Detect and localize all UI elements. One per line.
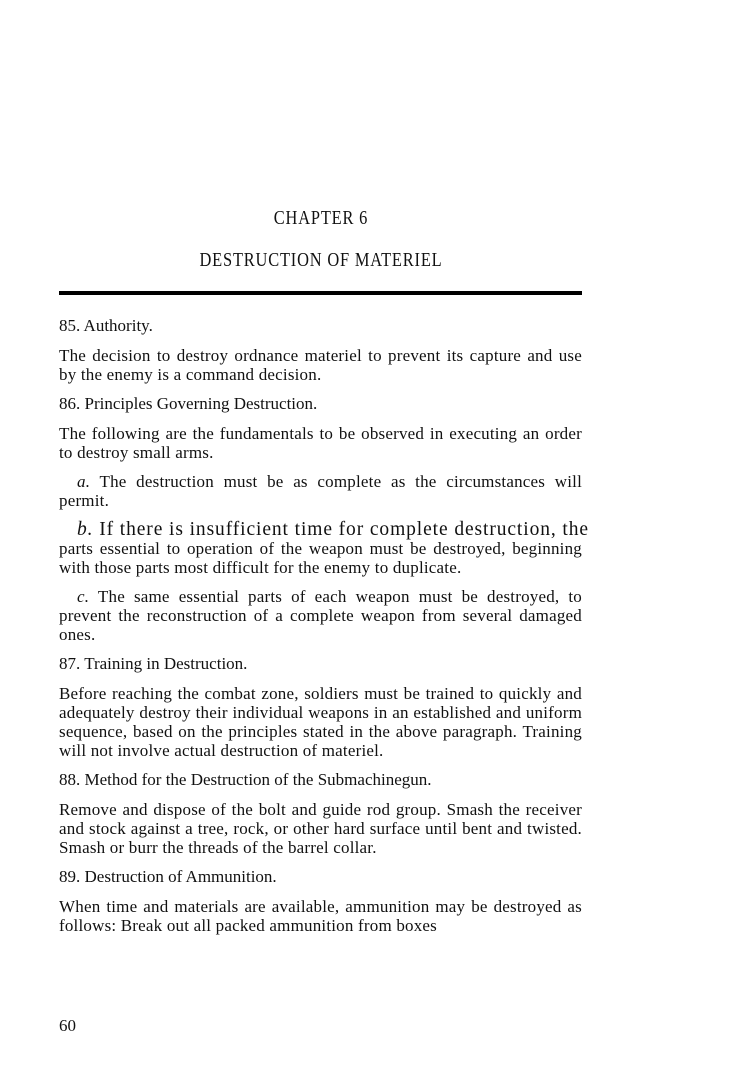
- item-c-letter: c.: [77, 587, 90, 606]
- section-89-heading: 89. Destruction of Ammunition.: [59, 867, 277, 886]
- section-85-heading: 85. Authority.: [59, 316, 153, 335]
- item-a-letter: a.: [77, 472, 91, 491]
- item-c-text: The same essential parts of each weapon must be destroyed, to prevent the reconstruction of a complete weapon from several damaged ones.: [59, 587, 582, 644]
- page-content: [59, 316, 589, 945]
- item-a-text: The destruction must be as complete as the circumstances will permit.: [59, 472, 582, 510]
- section-86-item-b: [59, 519, 589, 577]
- section-85-body: The decision to destroy ordnance materiel to prevent its capture and use by the enemy is a command decision.: [59, 346, 582, 384]
- section-87-heading: 87. Training in Destruction.: [59, 654, 248, 673]
- section-86-heading: 86. Principles Governing Destruction.: [59, 394, 318, 413]
- section-88-body: Remove and dispose of the bolt and guide rod group. Smash the receiver and stock against a tree, rock, or other hard surface until bent and twisted. Smash or burr the threads of the barrel collar.: [59, 800, 582, 857]
- item-b-first-line: [77, 519, 589, 540]
- section-86-item-a: [59, 472, 582, 510]
- chapter-title: DESTRUCTION OF MATERIEL: [199, 249, 443, 271]
- section-87-body: Before reaching the combat zone, soldiers must be trained to quickly and adequately destroy their individual weapons in an established and uniform sequence, based on the principles stated in the above paragraph. Training will not involve actual destruction of materiel.: [59, 684, 582, 760]
- item-b-text-first: If there is insufficient time for complete destruction, the: [93, 519, 589, 540]
- section-88-heading: 88. Method for the Destruction of the Submachinegun.: [59, 770, 432, 789]
- item-b-letter: b.: [77, 519, 94, 540]
- chapter-rule: [59, 291, 582, 295]
- chapter-number: CHAPTER 6: [273, 207, 369, 229]
- page-number: 60: [59, 1016, 76, 1035]
- section-86-item-c: [59, 587, 582, 644]
- section-86-body: The following are the fundamentals to be observed in executing an order to destroy small arms.: [59, 424, 582, 462]
- section-89-body: When time and materials are available, ammunition may be destroyed as follows: Break out all packed ammunition from boxes: [59, 897, 582, 935]
- item-b-text-rest: parts essential to operation of the weapon must be destroyed, beginning with those parts most difficult for the enemy to duplicate.: [59, 539, 582, 577]
